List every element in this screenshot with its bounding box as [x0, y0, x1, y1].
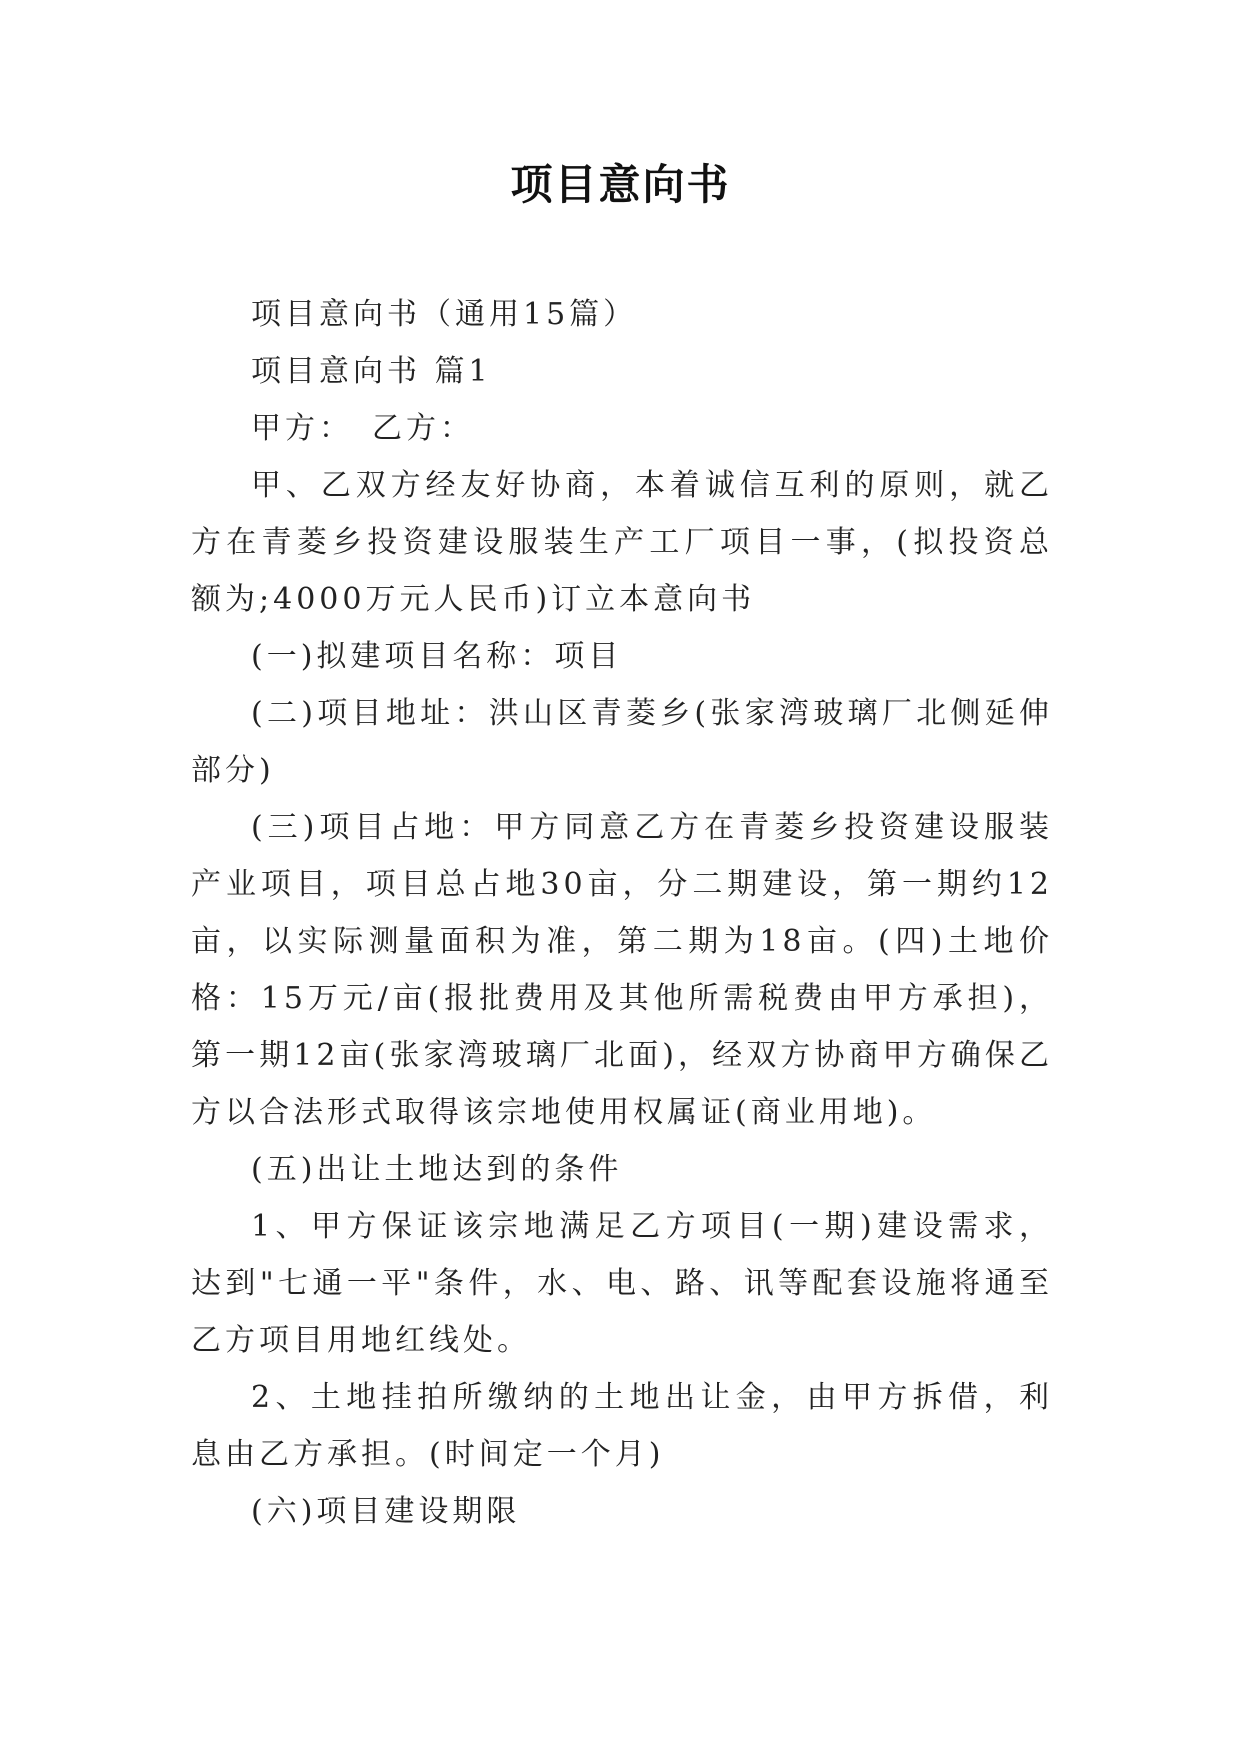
paragraph-project-name: (一)拟建项目名称：项目 [251, 639, 623, 674]
paragraph-section-heading: 项目意向书 篇1 [251, 354, 492, 389]
paragraph-parties: 甲方： 乙方： [251, 411, 474, 446]
document-body [191, 286, 1053, 1540]
paragraph-conditions-heading: (五)出让土地达到的条件 [251, 1152, 623, 1187]
paragraph-land-area: (三)项目占地：甲方同意乙方在青菱乡投资建设服装产业项目，项目总占地30亩，分二期建设，第一期约12亩，以实际测量面积为准，第二期为18亩。(四)土地价格：15万元/亩(报批费用及其他所需税费由甲方承担)，第一期12亩(张家湾玻璃厂北面)，经双方协商甲方确保乙方以合法形式取得该宗地使用权属证(商业用地)。 [191, 810, 1053, 1130]
paragraph-condition-1: 1、甲方保证该宗地满足乙方项目(一期)建设需求，达到"七通一平"条件，水、电、路、讯等配套设施将通至乙方项目用地红线处。 [191, 1209, 1053, 1358]
document-title: 项目意向书 [510, 160, 731, 209]
paragraph-project-address: (二)项目地址：洪山区青菱乡(张家湾玻璃厂北侧延伸部分) [191, 696, 1053, 788]
paragraph-schedule-heading: (六)项目建设期限 [251, 1494, 521, 1529]
paragraph-subtitle: 项目意向书（通用15篇） [251, 297, 638, 332]
paragraph-intro: 甲、乙双方经友好协商，本着诚信互利的原则，就乙方在青菱乡投资建设服装生产工厂项目一事，(拟投资总额为;4000万元人民币)订立本意向书 [191, 468, 1053, 617]
paragraph-condition-2: 2、土地挂拍所缴纳的土地出让金，由甲方拆借，利息由乙方承担。(时间定一个月) [191, 1380, 1053, 1472]
